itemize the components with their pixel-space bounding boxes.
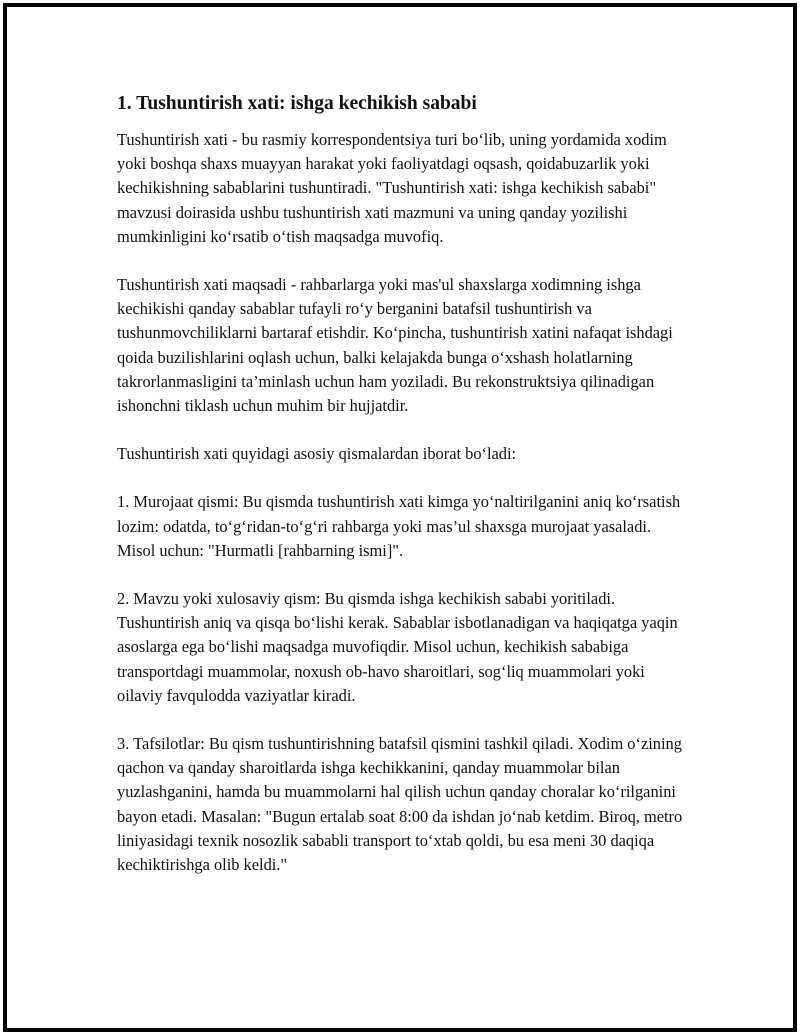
paragraph-part-1: 1. Murojaat qismi: Bu qismda tushuntirish xati kimga yo‘naltirilganini aniq ko‘rsatish lozim: odatda, to‘g‘ridan-to‘g‘ri rahbarga yoki mas’ul shaxsga murojaat yasaladi. Misol uchun: "Hurmatli [rahbarning ismi]". (117, 492, 681, 560)
paragraph-part-2: 2. Mavzu yoki xulosaviy qism: Bu qismda ishga kechikish sababi yoritiladi. Tushuntirish aniq va qisqa bo‘lishi kerak. Sabablar isbotlanadigan va haqiqatga yaqin asoslarga ega bo‘lishi maqsadga muvofiqdir. Misol uchun, kechikish sababiga transportdagi muammolar, noxush ob-havo sharoitlari, sog‘liq muammolari yoki oilaviy favqulodda vaziyatlar kiradi. (117, 589, 678, 705)
paragraph-intro: Tushuntirish xati - bu rasmiy korrespondentsiya turi bo‘lib, uning yordamida xodim yoki boshqa shaxs muayyan harakat yoki faoliyatdagi oqsash, qoidabuzarlik yoki kechikishning sabablarini tushuntiradi. "Tushuntirish xati: ishga kechikish sababi" mavzusi doirasida ushbu tushuntirish xati mazmuni va uning qanday yozilishi mumkinligini ko‘rsatib o‘tish maqsadga muvofiq. (117, 130, 667, 246)
paragraph-parts-intro: Tushuntirish xati quyidagi asosiy qismalardan iborat bo‘ladi: (117, 444, 517, 464)
document-title: 1. Tushuntirish xati: ishga kechikish sababi (117, 93, 477, 114)
paragraph-purpose: Tushuntirish xati maqsadi - rahbarlarga yoki mas'ul shaxslarga xodimning ishga kechikishi qanday sabablar tufayli ro‘y berganini batafsil tushuntirish va tushunmovchiliklarni bartaraf etishdir. Ko‘pincha, tushuntirish xatini nafaqat ishdagi qoida buzilishlarini oqlash uchun, balki kelajakda bunga o‘xshash holatlarning takrorlanmasligini ta’minlash uchun ham yoziladi. Bu rekonstruktsiya qilinadigan ishonchni tiklash uchun muhim bir hujjatdir. (117, 275, 673, 416)
document-body (117, 89, 692, 901)
paragraph-part-3: 3. Tafsilotlar: Bu qism tushuntirishning batafsil qismini tashkil qiladi. Xodim o‘zining qachon va qanday sharoitlarda ishga kechikkanini, qanday muammolar bilan yuzlashganini, hamda bu muammolarni hal qilish uchun qanday choralar ko‘rilganini bayon etadi. Masalan: "Bugun ertalab soat 8:00 da ishdan jo‘nab ketdim. Biroq, metro liniyasidagi texnik nosozlik sababli transport to‘xtab qoldi, bu esa meni 30 daqiqa kechiktirishga olib keldi." (117, 734, 683, 875)
